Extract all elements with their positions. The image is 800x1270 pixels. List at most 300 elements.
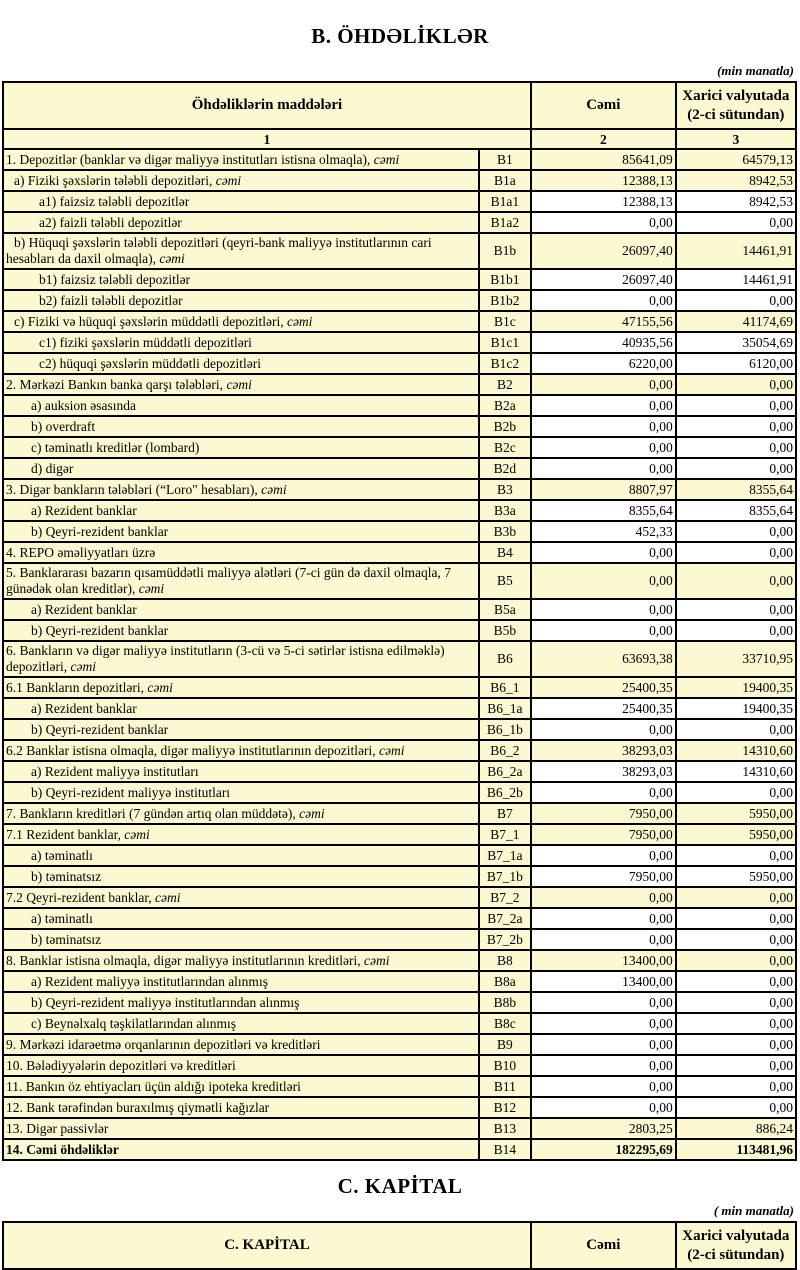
row-label-text: 9. Mərkəzi idarəetmə orqanlarının depozitləri və kreditləri xyxy=(6,1036,321,1052)
col-header-items: Öhdəliklərin maddələri xyxy=(3,82,531,129)
row-label xyxy=(3,500,479,521)
row-total-value: 0,00 xyxy=(531,1055,676,1076)
row-total-value: 0,00 xyxy=(531,542,676,563)
row-code: B1a xyxy=(479,170,531,191)
row-code: B1a1 xyxy=(479,191,531,212)
row-total-value: 0,00 xyxy=(531,1034,676,1055)
table-row xyxy=(3,458,796,479)
row-total-value: 0,00 xyxy=(531,563,676,599)
row-label-text: a) Fiziki şəxslərin tələbli depozitləri, xyxy=(14,172,216,188)
row-label xyxy=(3,971,479,992)
row-label-text: b) overdraft xyxy=(31,418,96,434)
row-fx-value: 0,00 xyxy=(676,1013,796,1034)
row-code: B9 xyxy=(479,1034,531,1055)
row-label-suffix: cəmi xyxy=(124,826,150,842)
row-label-text: c1) fiziki şəxslərin müddətli depozitləri xyxy=(39,334,252,350)
capital-col-header-items: C. KAPİTAL xyxy=(3,1222,531,1269)
row-label-text: a) təminatlı xyxy=(31,847,93,863)
row-total-value: 0,00 xyxy=(531,1097,676,1118)
row-label xyxy=(3,719,479,740)
row-label xyxy=(3,542,479,563)
table-row xyxy=(3,332,796,353)
section-b-title: B. ÖHDƏLİKLƏR xyxy=(311,24,489,48)
row-code: B1c1 xyxy=(479,332,531,353)
row-total-value: 85641,09 xyxy=(531,149,676,170)
row-code: B7_2 xyxy=(479,887,531,908)
row-label xyxy=(3,782,479,803)
row-label xyxy=(3,332,479,353)
row-code: B7 xyxy=(479,803,531,824)
row-code: B5 xyxy=(479,563,531,599)
row-label-text: a) Rezident maliyyə institutları xyxy=(31,763,199,779)
row-label xyxy=(3,992,479,1013)
table-row xyxy=(3,950,796,971)
row-label-suffix: cəmi xyxy=(138,581,165,596)
row-label-suffix: cəmi xyxy=(364,952,390,968)
table-row xyxy=(3,1034,796,1055)
table-row xyxy=(3,641,796,677)
row-code: B8 xyxy=(479,950,531,971)
column-number-row xyxy=(3,129,796,149)
table-row xyxy=(3,353,796,374)
row-fx-value: 0,00 xyxy=(676,782,796,803)
row-label-text: c) Beynəlxalq təşkilatlarından alınmış xyxy=(31,1015,237,1031)
row-fx-value: 8355,64 xyxy=(676,500,796,521)
row-label-text: 8. Banklar istisna olmaqla, digər maliyyə institutlarının kreditləri, xyxy=(6,952,365,968)
col-header-fx xyxy=(676,82,796,129)
row-fx-value: 0,00 xyxy=(676,212,796,233)
table-row xyxy=(3,563,796,599)
row-code: B1c2 xyxy=(479,353,531,374)
table-row xyxy=(3,542,796,563)
row-label-text: c) təminatlı kreditlər (lombard) xyxy=(31,439,200,455)
row-fx-value: 14461,91 xyxy=(676,269,796,290)
row-label-text: 7.2 Qeyri-rezident banklar, xyxy=(6,889,156,905)
table-row xyxy=(3,395,796,416)
row-label xyxy=(3,908,479,929)
row-fx-value: 8942,53 xyxy=(676,191,796,212)
row-label-text: b) Qeyri-rezident maliyyə institutlarından alınmış xyxy=(31,994,300,1010)
table-row xyxy=(3,437,796,458)
row-total-value: 25400,35 xyxy=(531,698,676,719)
row-total-value: 47155,56 xyxy=(531,311,676,332)
row-label xyxy=(3,212,479,233)
row-code: B7_1b xyxy=(479,866,531,887)
row-fx-value: 0,00 xyxy=(676,992,796,1013)
row-label xyxy=(3,311,479,332)
capital-col-header-fx xyxy=(676,1222,796,1269)
row-fx-value: 14310,60 xyxy=(676,761,796,782)
row-code: B8a xyxy=(479,971,531,992)
row-total-value: 0,00 xyxy=(531,458,676,479)
table-row xyxy=(3,803,796,824)
row-total-value: 0,00 xyxy=(531,929,676,950)
row-label-suffix: cəmi xyxy=(147,679,173,695)
row-fx-value: 0,00 xyxy=(676,395,796,416)
table-row xyxy=(3,719,796,740)
row-fx-value: 0,00 xyxy=(676,950,796,971)
row-code: B2d xyxy=(479,458,531,479)
row-code: B2 xyxy=(479,374,531,395)
liabilities-table xyxy=(2,81,797,1161)
row-label-text: a) Rezident banklar xyxy=(31,502,137,518)
row-label xyxy=(3,416,479,437)
row-label xyxy=(3,521,479,542)
row-fx-value: 0,00 xyxy=(676,620,796,641)
row-total-value: 25400,35 xyxy=(531,677,676,698)
row-total-value: 26097,40 xyxy=(531,233,676,269)
row-label-text: 6.2 Banklar istisna olmaqla, digər maliyyə institutlarının depozitləri, xyxy=(6,742,380,758)
row-label xyxy=(3,929,479,950)
row-code: B3 xyxy=(479,479,531,500)
row-label-suffix: cəmi xyxy=(286,313,313,329)
row-label xyxy=(3,437,479,458)
row-label-text: 7.1 Rezident banklar, xyxy=(6,826,125,842)
row-label xyxy=(3,1097,479,1118)
row-total-value: 0,00 xyxy=(531,599,676,620)
row-label-text: 12. Bank tərəfindən buraxılmış qiymətli kağızlar xyxy=(6,1099,270,1115)
row-fx-value: 33710,95 xyxy=(676,641,796,677)
table-row xyxy=(3,479,796,500)
table-row xyxy=(3,290,796,311)
row-code: B1b1 xyxy=(479,269,531,290)
row-fx-value: 14310,60 xyxy=(676,740,796,761)
row-label xyxy=(3,191,479,212)
row-fx-value: 0,00 xyxy=(676,416,796,437)
row-total-value: 0,00 xyxy=(531,845,676,866)
row-total-value: 452,33 xyxy=(531,521,676,542)
row-code: B1a2 xyxy=(479,212,531,233)
row-label xyxy=(3,1055,479,1076)
col-header-fx-line2: (2-ci sütundan) xyxy=(687,106,785,123)
row-code: B7_2a xyxy=(479,908,531,929)
row-label-text: 4. REPO əməliyyatları üzrə xyxy=(6,544,156,560)
row-label-text: 13. Digər passivlər xyxy=(6,1120,109,1136)
row-fx-value: 0,00 xyxy=(676,437,796,458)
row-label-suffix: cəmi xyxy=(215,172,242,188)
row-code: B5b xyxy=(479,620,531,641)
row-code: B1b xyxy=(479,233,531,269)
row-label-text: 14. Cəmi öhdəliklər xyxy=(6,1141,119,1157)
table-row xyxy=(3,740,796,761)
row-code: B2c xyxy=(479,437,531,458)
row-fx-value: 35054,69 xyxy=(676,332,796,353)
row-label-text: d) digər xyxy=(31,460,74,476)
row-total-value: 2803,25 xyxy=(531,1118,676,1139)
capital-header-row xyxy=(3,1222,796,1269)
row-fx-value: 886,24 xyxy=(676,1118,796,1139)
table-row xyxy=(3,908,796,929)
table-row xyxy=(3,311,796,332)
row-fx-value: 0,00 xyxy=(676,521,796,542)
row-fx-value: 0,00 xyxy=(676,542,796,563)
row-code: B6_2b xyxy=(479,782,531,803)
row-label-text: 10. Bələdiyyələrin depozitləri və kreditləri xyxy=(6,1057,236,1073)
table-row xyxy=(3,212,796,233)
row-label-text: 5. Banklararası bazarın qısamüddətli maliyyə alətləri (7-ci gün də daxil olmaqla, 7 günədək olan kreditlər), xyxy=(6,565,451,596)
row-label-text: b1) faizsiz tələbli depozitlər xyxy=(39,271,191,287)
row-label-text: a) Rezident banklar xyxy=(31,601,137,617)
row-label-text: c) Fiziki və hüquqi şəxslərin müddətli depozitləri, xyxy=(14,313,287,329)
row-label-text: b) təminatsız xyxy=(31,868,102,884)
table-row xyxy=(3,191,796,212)
row-total-value: 0,00 xyxy=(531,887,676,908)
row-label xyxy=(3,677,479,698)
row-label xyxy=(3,1118,479,1139)
table-row xyxy=(3,521,796,542)
row-fx-value: 0,00 xyxy=(676,908,796,929)
row-label-text: b) Hüquqi şəxslərin tələbli depozitləri (qeyri-bank maliyyə institutlarının cari hesabları da daxil olmaqla), xyxy=(6,235,432,266)
table-row xyxy=(3,416,796,437)
row-code: B1 xyxy=(479,149,531,170)
row-total-value: 38293,03 xyxy=(531,761,676,782)
header-row xyxy=(3,82,796,129)
row-fx-value: 19400,35 xyxy=(676,677,796,698)
row-label xyxy=(3,563,479,599)
row-label xyxy=(3,374,479,395)
col-number-2: 2 xyxy=(531,129,676,149)
row-label xyxy=(3,290,479,311)
row-label xyxy=(3,1076,479,1097)
capital-col-header-fx-line2: (2-ci sütundan) xyxy=(687,1246,785,1263)
row-fx-value: 113481,96 xyxy=(676,1139,796,1160)
row-label-text: 2. Mərkəzi Bankın banka qarşı tələbləri, xyxy=(6,376,227,392)
row-label-suffix: cəmi xyxy=(299,805,325,821)
table-row xyxy=(3,677,796,698)
row-code: B6_2 xyxy=(479,740,531,761)
row-label xyxy=(3,803,479,824)
row-code: B6 xyxy=(479,641,531,677)
row-code: B7_2b xyxy=(479,929,531,950)
table-row xyxy=(3,761,796,782)
row-fx-value: 8355,64 xyxy=(676,479,796,500)
table-row xyxy=(3,845,796,866)
table-row xyxy=(3,233,796,269)
row-fx-value: 0,00 xyxy=(676,1055,796,1076)
row-label-text: a1) faizsiz tələbli depozitlər xyxy=(39,193,190,209)
row-label-text: a) təminatlı xyxy=(31,910,93,926)
table-row xyxy=(3,1118,796,1139)
row-fx-value: 0,00 xyxy=(676,719,796,740)
row-total-value: 7950,00 xyxy=(531,803,676,824)
table-row xyxy=(3,1055,796,1076)
row-fx-value: 0,00 xyxy=(676,1076,796,1097)
row-label xyxy=(3,1139,479,1160)
row-label-text: b) təminatsız xyxy=(31,931,102,947)
row-fx-value: 0,00 xyxy=(676,1034,796,1055)
capital-col-header-total: Cəmi xyxy=(531,1222,676,1269)
table-row xyxy=(3,782,796,803)
row-total-value: 6220,00 xyxy=(531,353,676,374)
row-label-text: b) Qeyri-rezident banklar xyxy=(31,622,169,638)
row-code: B14 xyxy=(479,1139,531,1160)
row-label-text: b) Qeyri-rezident maliyyə institutları xyxy=(31,784,231,800)
col-number-1: 1 xyxy=(3,129,531,149)
row-code: B1b2 xyxy=(479,290,531,311)
row-label xyxy=(3,458,479,479)
col-header-fx-line1: Xarici valyutada xyxy=(682,87,790,104)
row-fx-value: 0,00 xyxy=(676,929,796,950)
row-label xyxy=(3,866,479,887)
row-label-text: 11. Bankın öz ehtiyacları üçün aldığı ipoteka kreditləri xyxy=(6,1078,301,1094)
row-total-value: 38293,03 xyxy=(531,740,676,761)
row-code: B7_1a xyxy=(479,845,531,866)
row-label xyxy=(3,641,479,677)
col-number-3: 3 xyxy=(676,129,796,149)
row-code: B2a xyxy=(479,395,531,416)
row-fx-value: 6120,00 xyxy=(676,353,796,374)
table-row xyxy=(3,599,796,620)
row-label-text: 3. Digər bankların tələbləri (“Loro" hesabları), xyxy=(6,481,262,497)
row-total-value: 0,00 xyxy=(531,416,676,437)
row-total-value: 0,00 xyxy=(531,212,676,233)
row-code: B8b xyxy=(479,992,531,1013)
row-label xyxy=(3,698,479,719)
row-total-value: 0,00 xyxy=(531,290,676,311)
row-label xyxy=(3,761,479,782)
col-header-total: Cəmi xyxy=(531,82,676,129)
row-total-value: 0,00 xyxy=(531,620,676,641)
row-total-value: 13400,00 xyxy=(531,971,676,992)
row-label xyxy=(3,149,479,170)
row-label xyxy=(3,1034,479,1055)
row-total-value: 8807,97 xyxy=(531,479,676,500)
row-code: B13 xyxy=(479,1118,531,1139)
row-total-value: 0,00 xyxy=(531,374,676,395)
row-fx-value: 0,00 xyxy=(676,887,796,908)
row-code: B4 xyxy=(479,542,531,563)
table-row xyxy=(3,1097,796,1118)
row-fx-value: 64579,13 xyxy=(676,149,796,170)
row-label-suffix: cəmi xyxy=(226,376,252,392)
row-label-text: b) Qeyri-rezident banklar xyxy=(31,721,169,737)
row-code: B10 xyxy=(479,1055,531,1076)
table-row xyxy=(3,824,796,845)
row-total-value: 0,00 xyxy=(531,437,676,458)
row-fx-value: 5950,00 xyxy=(676,803,796,824)
table-row xyxy=(3,929,796,950)
row-total-value: 12388,13 xyxy=(531,191,676,212)
row-label xyxy=(3,395,479,416)
table-row xyxy=(3,149,796,170)
row-label-text: a) Rezident banklar xyxy=(31,700,137,716)
row-fx-value: 19400,35 xyxy=(676,698,796,719)
row-total-value: 40935,56 xyxy=(531,332,676,353)
unit-note-c: ( min manatla) xyxy=(713,1203,794,1218)
row-fx-value: 0,00 xyxy=(676,563,796,599)
row-total-value: 12388,13 xyxy=(531,170,676,191)
row-code: B5a xyxy=(479,599,531,620)
row-label xyxy=(3,233,479,269)
row-total-value: 7950,00 xyxy=(531,824,676,845)
row-label-text: a2) faizli tələbli depozitlər xyxy=(39,214,182,230)
row-total-value: 0,00 xyxy=(531,1013,676,1034)
row-code: B1c xyxy=(479,311,531,332)
table-row xyxy=(3,698,796,719)
table-row xyxy=(3,1076,796,1097)
row-total-value: 8355,64 xyxy=(531,500,676,521)
row-label xyxy=(3,824,479,845)
row-label-text: a) auksion əsasında xyxy=(31,397,136,413)
row-label xyxy=(3,1013,479,1034)
row-label-suffix: cəmi xyxy=(70,659,96,674)
row-code: B6_1 xyxy=(479,677,531,698)
row-label xyxy=(3,353,479,374)
row-label xyxy=(3,950,479,971)
table-row xyxy=(3,1013,796,1034)
row-code: B3a xyxy=(479,500,531,521)
table-row xyxy=(3,269,796,290)
table-row xyxy=(3,374,796,395)
row-code: B7_1 xyxy=(479,824,531,845)
row-label xyxy=(3,269,479,290)
table-row xyxy=(3,971,796,992)
row-label xyxy=(3,740,479,761)
row-label-suffix: cəmi xyxy=(155,889,181,905)
row-fx-value: 0,00 xyxy=(676,1097,796,1118)
capital-col-header-fx-line1: Xarici valyutada xyxy=(682,1227,790,1244)
row-code: B8c xyxy=(479,1013,531,1034)
row-fx-value: 0,00 xyxy=(676,845,796,866)
row-total-value: 26097,40 xyxy=(531,269,676,290)
row-code: B12 xyxy=(479,1097,531,1118)
row-total-value: 63693,38 xyxy=(531,641,676,677)
row-fx-value: 0,00 xyxy=(676,971,796,992)
row-fx-value: 0,00 xyxy=(676,599,796,620)
row-label-text: 7. Bankların kreditləri (7 gündən artıq olan müddətə), xyxy=(6,805,300,821)
row-total-value: 0,00 xyxy=(531,719,676,740)
row-label-suffix: cəmi xyxy=(159,251,185,266)
capital-table xyxy=(2,1221,797,1270)
row-label-suffix: cəmi xyxy=(373,151,400,167)
row-label xyxy=(3,599,479,620)
table-row xyxy=(3,1139,796,1160)
row-code: B11 xyxy=(479,1076,531,1097)
row-total-value: 0,00 xyxy=(531,1076,676,1097)
row-total-value: 0,00 xyxy=(531,395,676,416)
row-label xyxy=(3,620,479,641)
row-fx-value: 0,00 xyxy=(676,374,796,395)
row-code: B6_2a xyxy=(479,761,531,782)
row-fx-value: 41174,69 xyxy=(676,311,796,332)
row-fx-value: 5950,00 xyxy=(676,866,796,887)
row-label-suffix: cəmi xyxy=(379,742,405,758)
row-total-value: 0,00 xyxy=(531,782,676,803)
row-total-value: 182295,69 xyxy=(531,1139,676,1160)
row-total-value: 0,00 xyxy=(531,908,676,929)
section-c-title: C. KAPİTAL xyxy=(337,1174,463,1198)
row-label-text: c2) hüquqi şəxslərin müddətli depozitləri xyxy=(39,355,261,371)
row-label-text: b2) faizli tələbli depozitlər xyxy=(39,292,183,308)
row-label-text: a) Rezident maliyyə institutlarından alınmış xyxy=(31,973,268,989)
row-total-value: 0,00 xyxy=(531,992,676,1013)
table-row xyxy=(3,887,796,908)
table-row xyxy=(3,620,796,641)
row-label xyxy=(3,887,479,908)
table-row xyxy=(3,170,796,191)
row-fx-value: 0,00 xyxy=(676,290,796,311)
unit-note-b: (min manatla) xyxy=(717,63,794,78)
row-label xyxy=(3,479,479,500)
row-total-value: 7950,00 xyxy=(531,866,676,887)
row-label xyxy=(3,845,479,866)
row-label-text: b) Qeyri-rezident banklar xyxy=(31,523,169,539)
table-row xyxy=(3,866,796,887)
row-fx-value: 5950,00 xyxy=(676,824,796,845)
row-fx-value: 0,00 xyxy=(676,458,796,479)
row-label-text: 6.1 Bankların depozitləri, xyxy=(6,679,148,695)
row-code: B2b xyxy=(479,416,531,437)
